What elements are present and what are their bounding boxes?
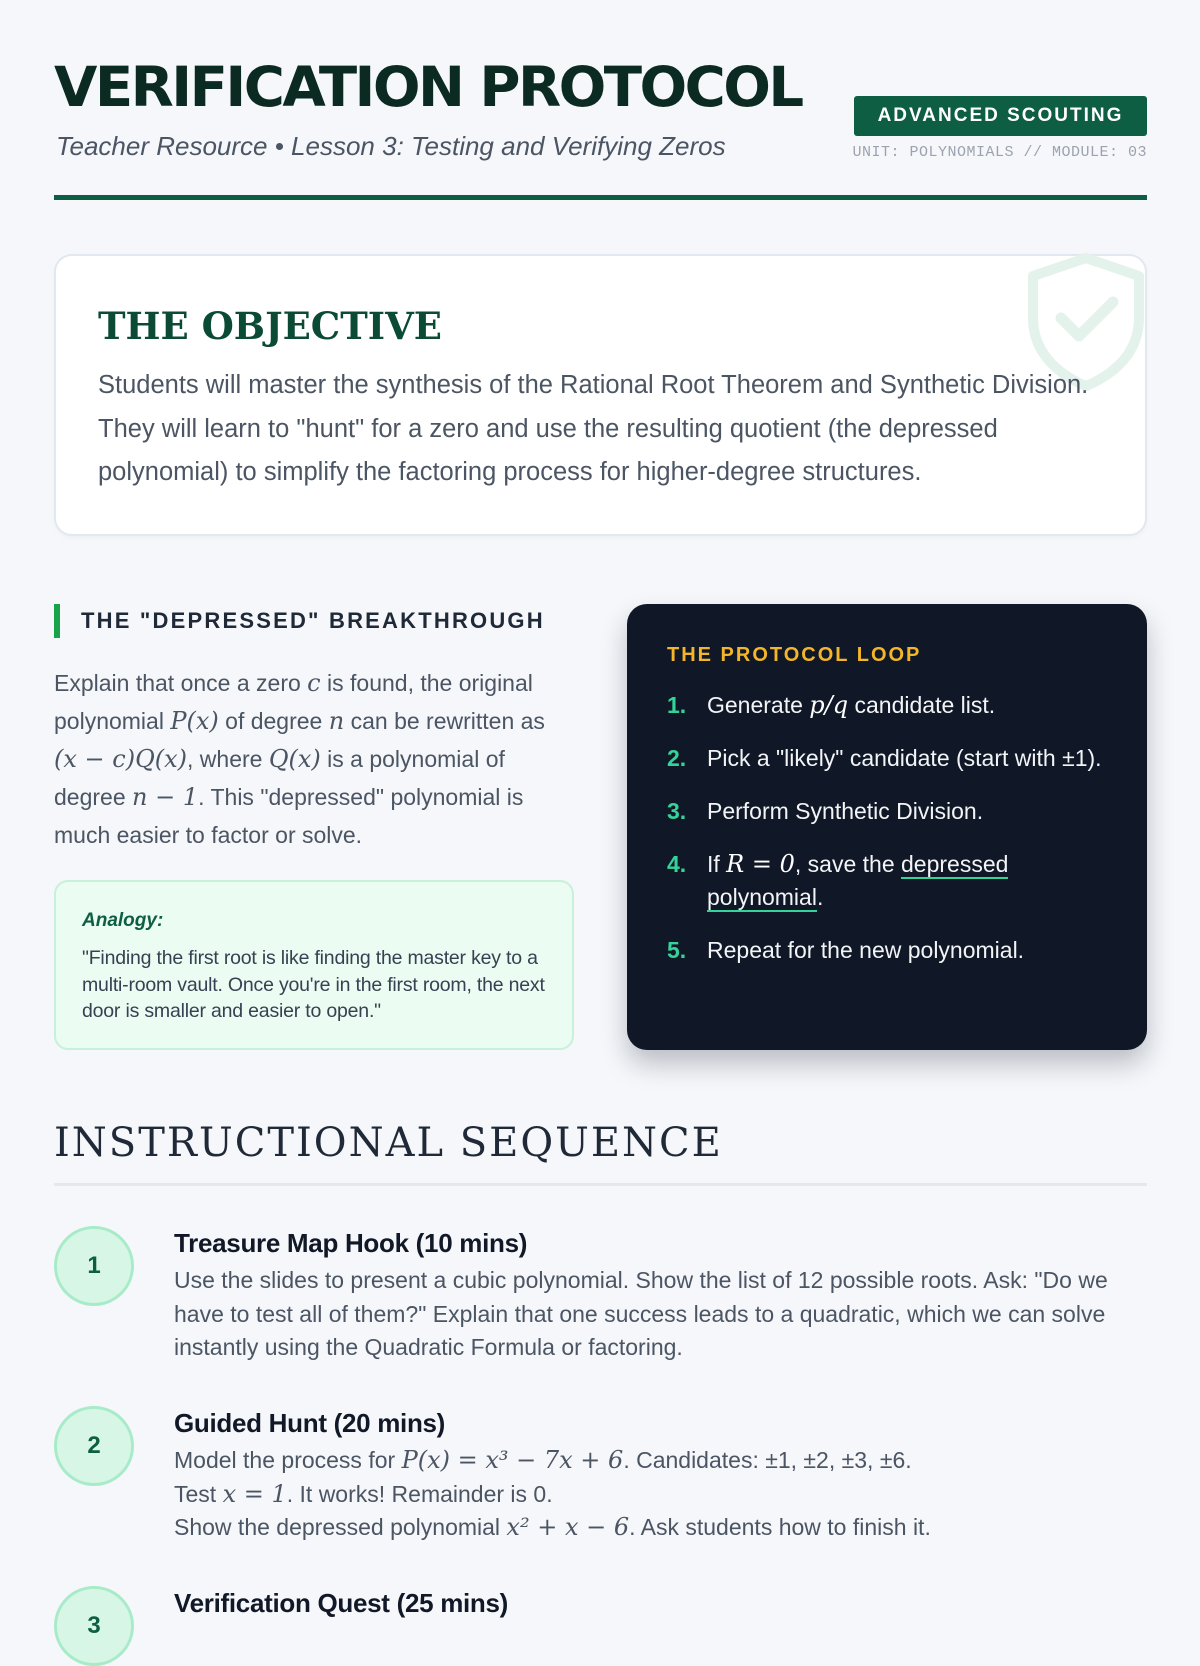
step-number-badge: 1 bbox=[54, 1226, 134, 1306]
math-c: c bbox=[307, 669, 321, 697]
math-r-equals-0: R = 0 bbox=[726, 850, 795, 878]
step-text: Generate p/q candidate list. bbox=[707, 691, 996, 719]
protocol-steps-list bbox=[667, 689, 1107, 967]
step-text: Pick a "likely" candidate (start with ±1). bbox=[707, 745, 1102, 771]
step-text: Perform Synthetic Division. bbox=[707, 798, 984, 824]
math-factored-form: (x − c)Q(x) bbox=[54, 745, 188, 773]
protocol-loop-title: THE PROTOCOL LOOP bbox=[667, 644, 922, 666]
step-description bbox=[174, 1444, 1134, 1545]
explain-text: , where bbox=[187, 746, 269, 772]
step-title: Guided Hunt (20 mins) bbox=[174, 1408, 446, 1438]
step-line: Model the process for P(x) = x³ − 7x + 6. Candidates: ±1, ±2, ±3, ±6. bbox=[174, 1446, 912, 1474]
protocol-loop-card bbox=[627, 604, 1147, 1050]
page-title: VERIFICATION PROTOCOL bbox=[54, 55, 802, 119]
explain-text: Explain that once a zero bbox=[54, 670, 308, 696]
step-text: If R = 0, save the depressed polynomial. bbox=[707, 850, 1009, 910]
level-badge: ADVANCED SCOUTING bbox=[854, 96, 1147, 136]
math-n-minus-1: n − 1 bbox=[132, 783, 199, 811]
protocol-step bbox=[667, 742, 1107, 775]
protocol-step bbox=[667, 689, 1107, 722]
sequence-heading: INSTRUCTIONAL SEQUENCE bbox=[54, 1120, 1147, 1186]
math-x-equals-1: x = 1 bbox=[222, 1479, 287, 1508]
objective-card bbox=[54, 254, 1147, 536]
protocol-step bbox=[667, 934, 1107, 967]
step-title: Verification Quest (25 mins) bbox=[174, 1588, 509, 1618]
step-description: Use the slides to present a cubic polynomial. Show the list of 12 possible roots. Ask: "Do we have to test all of them?" Explain that one success leads to a quadratic, which we can solve instantly using the Quadratic Formula or factoring. bbox=[174, 1267, 1108, 1360]
explain-text: is a polynomial of degree bbox=[54, 746, 505, 810]
step-number: 1. bbox=[667, 692, 687, 718]
step-line: Test x = 1. It works! Remainder is 0. bbox=[174, 1479, 553, 1508]
header bbox=[54, 0, 1147, 200]
math-n: n bbox=[328, 707, 345, 735]
depressed-polynomial-term: depressed polynomial bbox=[707, 851, 1009, 910]
step-line: Show the depressed polynomial x² + x − 6. Ask students how to finish it. bbox=[174, 1513, 931, 1541]
protocol-step bbox=[667, 795, 1107, 828]
analogy-title: Analogy: bbox=[82, 910, 164, 931]
protocol-step bbox=[667, 848, 1107, 914]
objective-title: THE OBJECTIVE bbox=[98, 304, 442, 348]
analogy-text: "Finding the first root is like finding the master key to a multi-room vault. Once you're in the first room, the next door is smaller and easier to open." bbox=[82, 947, 545, 1022]
lesson-page bbox=[54, 0, 1147, 1639]
step-number-badge: 2 bbox=[54, 1406, 134, 1486]
math-p-over-q: p/q bbox=[809, 691, 849, 719]
explain-text: can be rewritten as bbox=[344, 708, 545, 734]
math-p-of-x: P(x) bbox=[170, 707, 219, 735]
math-polynomial: P(x) = x³ − 7x + 6 bbox=[401, 1446, 624, 1474]
explain-text: is found, the original polynomial bbox=[54, 670, 533, 734]
step-number: 3. bbox=[667, 798, 687, 824]
explain-text: . This "depressed" polynomial is much easier to factor or solve. bbox=[54, 784, 524, 848]
step-body bbox=[174, 1228, 1134, 1365]
step-number: 2. bbox=[667, 745, 687, 771]
analogy-box bbox=[54, 880, 574, 1050]
objective-text: Students will master the synthesis of the Rational Root Theorem and Synthetic Division. They will learn to "hunt" for a zero and use the resulting quotient (the depressed polynomial) to simplify the factoring process for higher-degree structures. bbox=[98, 371, 1089, 486]
explain-text: of degree bbox=[218, 708, 329, 734]
step-body bbox=[174, 1588, 1134, 1619]
unit-label: UNIT: POLYNOMIALS // MODULE: 03 bbox=[852, 144, 1147, 161]
step-number: 5. bbox=[667, 937, 687, 963]
breakthrough-explanation bbox=[54, 664, 574, 854]
step-text: Repeat for the new polynomial. bbox=[707, 937, 1025, 963]
breakthrough-heading: THE "DEPRESSED" BREAKTHROUGH bbox=[54, 604, 545, 638]
step-title: Treasure Map Hook (10 mins) bbox=[174, 1228, 528, 1258]
step-body bbox=[174, 1408, 1134, 1545]
math-q-of-x: Q(x) bbox=[268, 745, 321, 773]
step-number: 4. bbox=[667, 851, 687, 877]
math-depressed-polynomial: x² + x − 6 bbox=[506, 1513, 630, 1541]
step-number-badge: 3 bbox=[54, 1586, 134, 1666]
page-subtitle: Teacher Resource • Lesson 3: Testing and Verifying Zeros bbox=[56, 131, 726, 161]
